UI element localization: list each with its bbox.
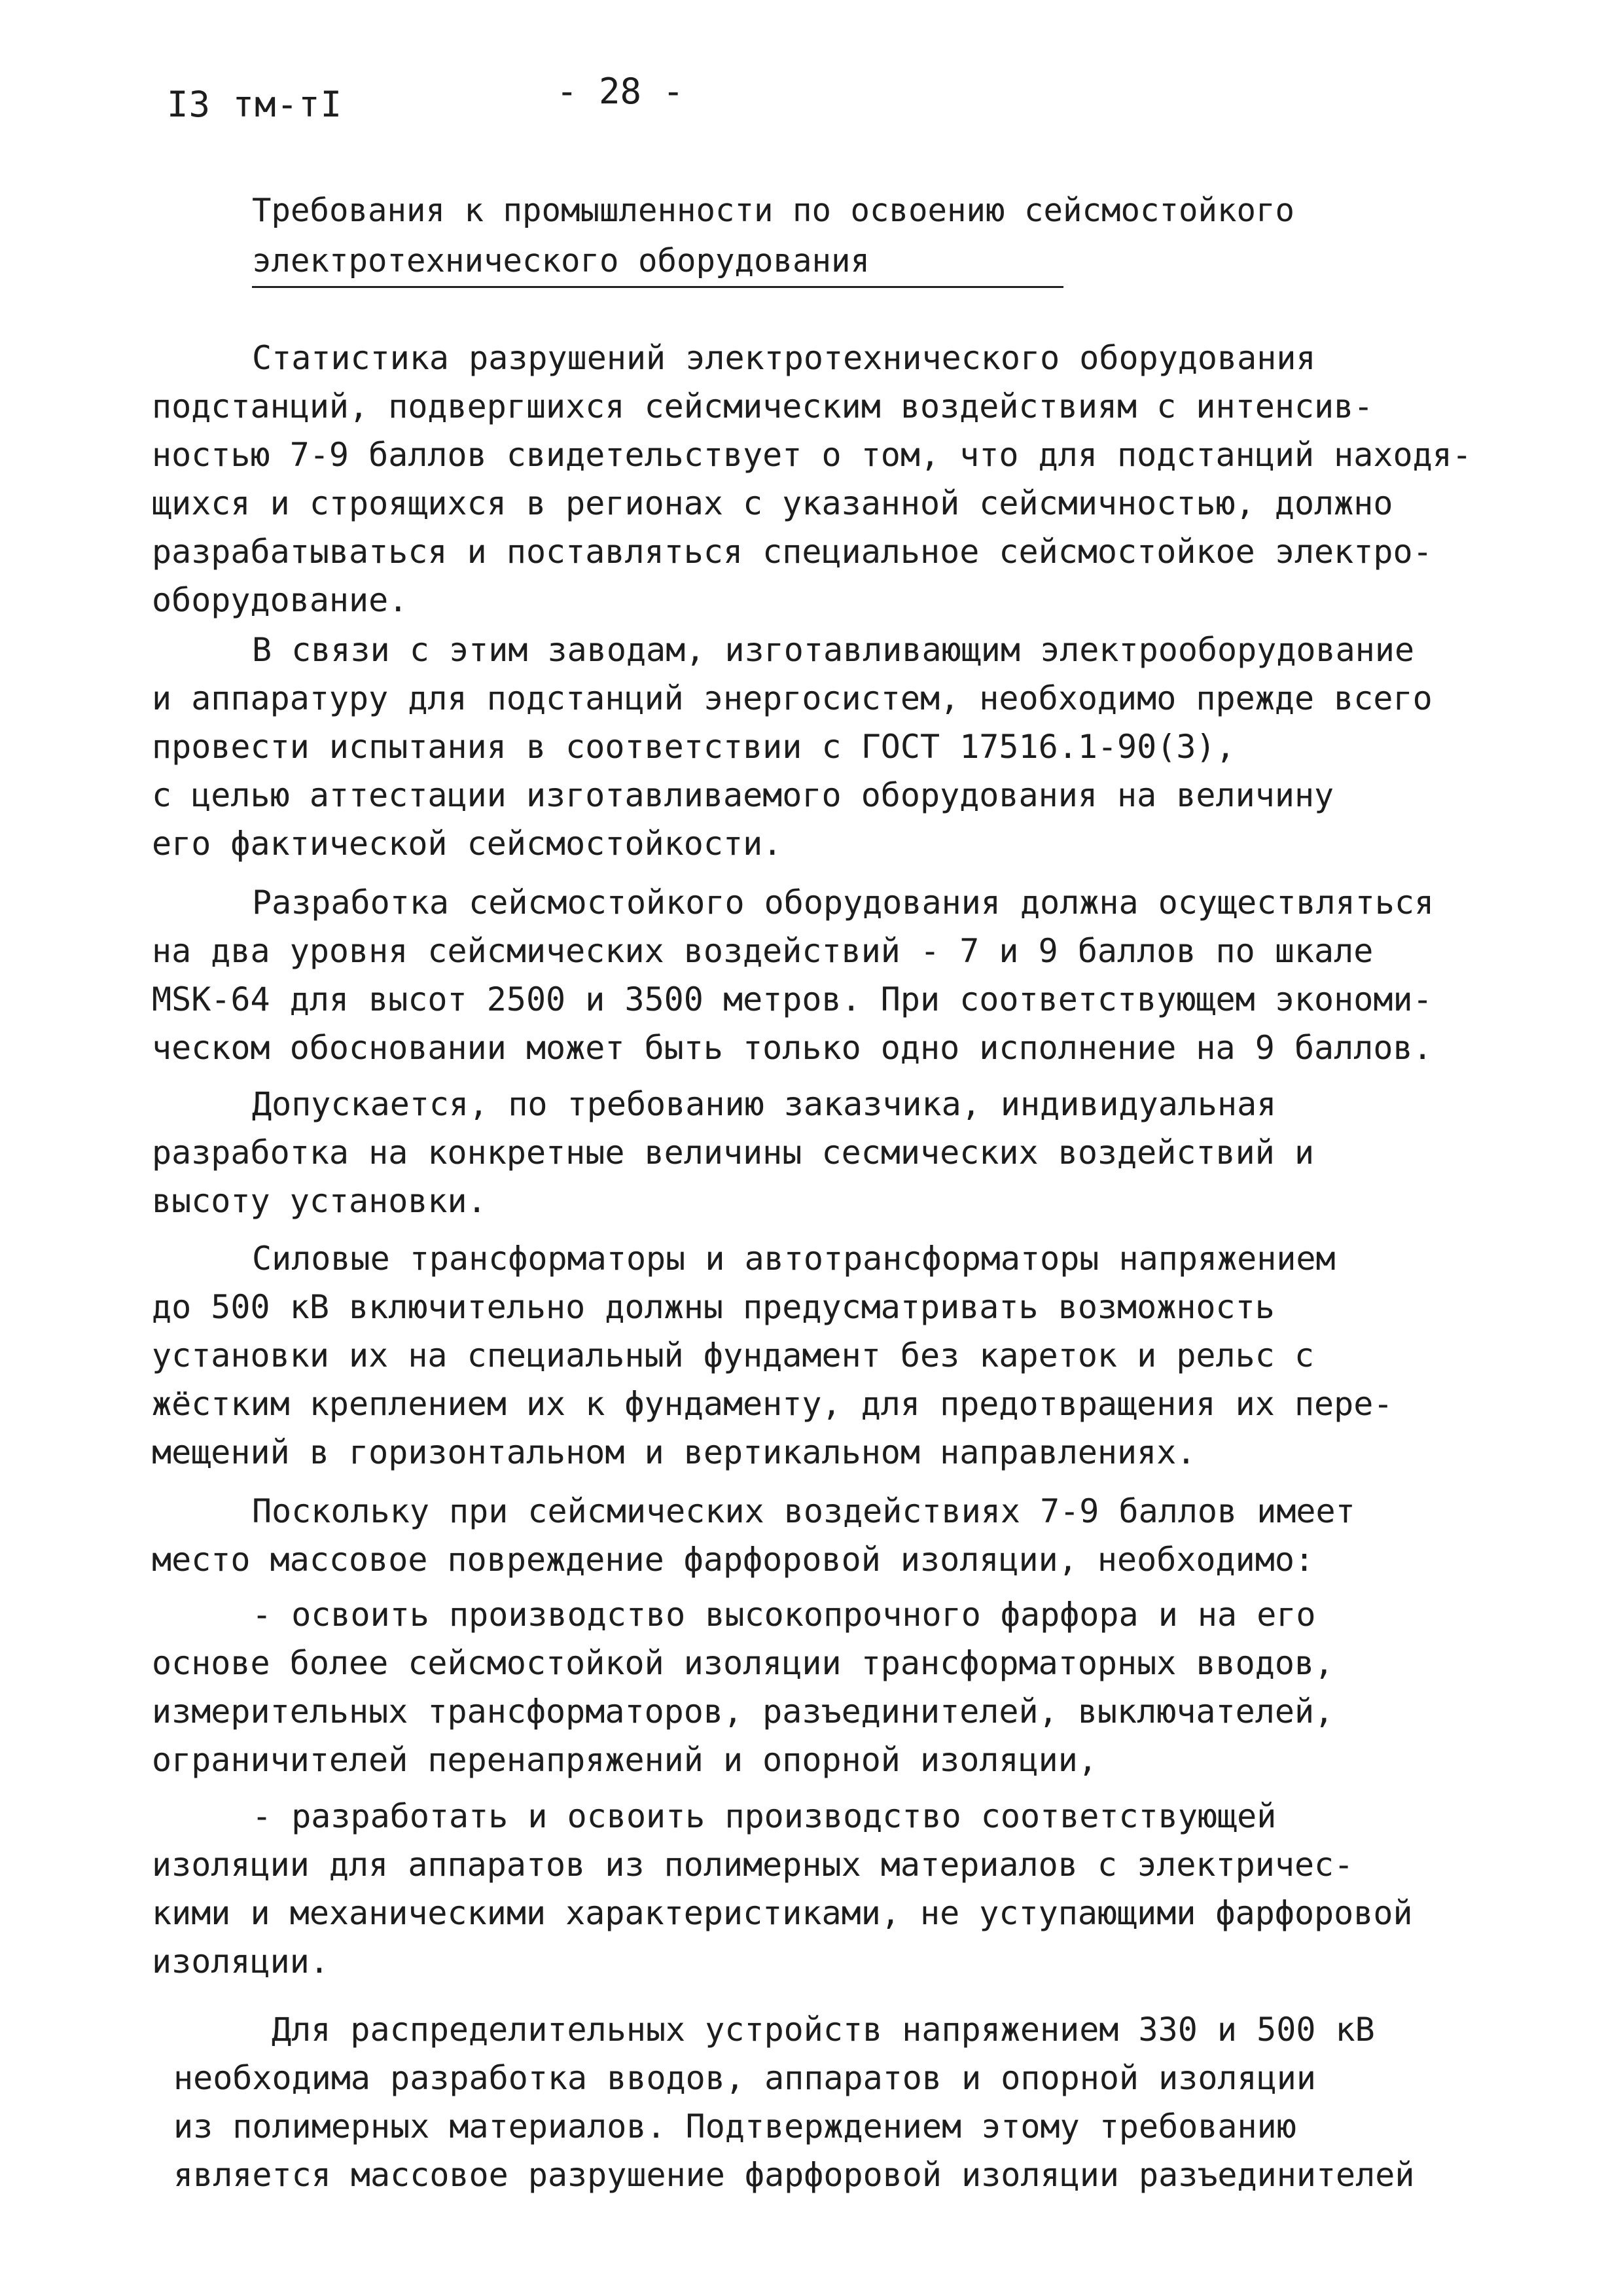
body-line: провести испытания в соответствии с ГОСТ 17516.1-90(3),: [152, 728, 1236, 766]
body-line: - освоить производство высокопрочного фарфора и на его: [252, 1596, 1316, 1634]
heading-underline: [252, 286, 1063, 288]
body-line: подстанций, подвергшихся сейсмическим воздействиям с интенсив-: [152, 387, 1374, 425]
body-line: изоляции для аппаратов из полимерных материалов с электричес-: [152, 1846, 1354, 1884]
body-line: на два уровня сейсмических воздействий - 7 и 9 баллов по шкале: [152, 932, 1374, 970]
section-heading: [252, 185, 1364, 286]
body-line: Статистика разрушений электротехнического оборудования: [252, 339, 1316, 377]
body-line: изоляции.: [152, 1943, 329, 1981]
body-line: разработка на конкретные величины сесмических воздействий и: [152, 1134, 1315, 1172]
body-line: является массовое разрушение фарфоровой изоляции разъединителей: [173, 2156, 1415, 2194]
body-line: - разработать и освоить производство соответствующей: [252, 1797, 1277, 1835]
body-line: до 500 кВ включительно должны предусматривать возможность: [152, 1288, 1275, 1326]
body-line: его фактической сейсмостойкости.: [152, 825, 783, 863]
page-number: - 28 -: [556, 71, 685, 112]
body-line: ограничителей перенапряжений и опорной изоляции,: [152, 1741, 1097, 1779]
body-line: Допускается, по требованию заказчика, индивидуальная: [252, 1085, 1277, 1123]
body-line: Разработка сейсмостойкого оборудования должна осуществляться: [252, 884, 1435, 922]
body-line: MSK-64 для высот 2500 и 3500 метров. При соответствующем экономи-: [152, 980, 1433, 1018]
body-line: и аппаратуру для подстанций энергосистем, необходимо прежде всего: [152, 679, 1433, 717]
body-line: из полимерных материалов. Подтверждением этому требованию: [173, 2108, 1296, 2145]
body-line: В связи с этим заводам, изготавливающим электрооборудование: [252, 631, 1415, 669]
body-line: мещений в горизонтальном и вертикальном направлениях.: [152, 1433, 1196, 1471]
body-line: установки их на специальный фундамент без кареток и рельс с: [152, 1336, 1315, 1374]
body-line: основе более сейсмостойкой изоляции трансформаторных вводов,: [152, 1644, 1334, 1682]
body-line: кими и механическими характеристиками, не уступающими фарфоровой: [152, 1894, 1413, 1932]
body-line: измерительных трансформаторов, разъединителей, выключателей,: [152, 1693, 1334, 1731]
body-line: Силовые трансформаторы и автотрансформаторы напряжением: [252, 1240, 1336, 1278]
body-line: разрабатываться и поставляться специальное сейсмостойкое электро-: [152, 533, 1433, 571]
body-line: Для распределительных устройств напряжением 330 и 500 кВ: [272, 2011, 1375, 2049]
body-line: ностью 7-9 баллов свидетельствует о том, что для подстанций находя-: [152, 436, 1472, 474]
body-line: высоту установки.: [152, 1182, 487, 1220]
body-line: необходима разработка вводов, аппаратов и опорной изоляции: [173, 2059, 1316, 2097]
body-line: щихся и строящихся в регионах с указанной сейсмичностью, должно: [152, 484, 1393, 522]
heading-line-2: электротехнического оборудования: [252, 242, 870, 279]
body-line: с целью аттестации изготавливаемого оборудования на величину: [152, 776, 1334, 814]
heading-line-1: Требования к промышленности по освоению сейсмостойкого: [252, 192, 1295, 229]
body-line: жёстким креплением их к фундаменту, для предотвращения их пере-: [152, 1385, 1393, 1423]
body-line: Поскольку при сейсмических воздействиях 7-9 баллов имеет: [252, 1492, 1355, 1530]
body-line: место массовое повреждение фарфоровой изоляции, необходимо:: [152, 1541, 1315, 1579]
body-line: ческом обосновании может быть только одно исполнение на 9 баллов.: [152, 1029, 1433, 1067]
document-code: I3 тм-тI: [167, 84, 343, 125]
body-line: оборудование.: [152, 581, 408, 619]
